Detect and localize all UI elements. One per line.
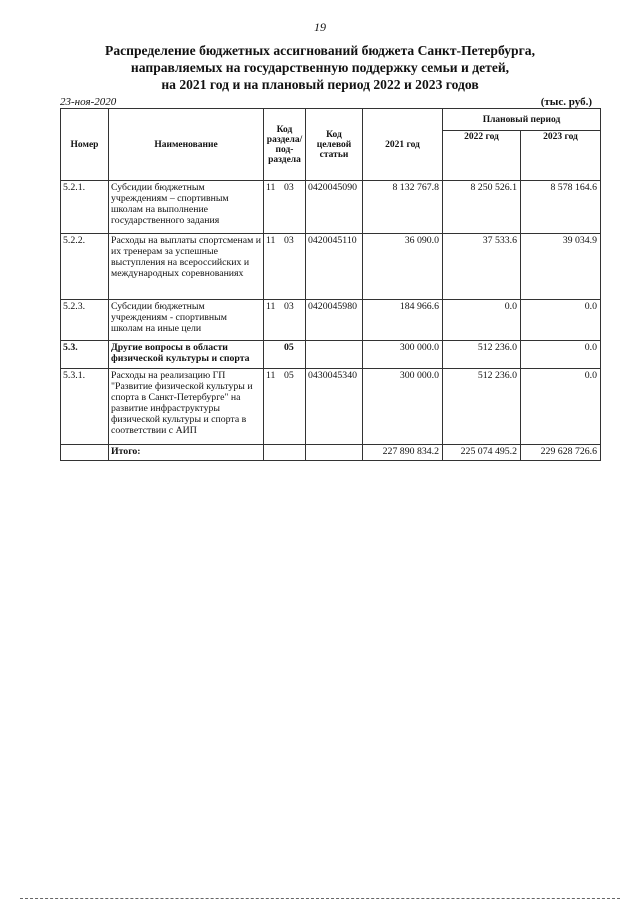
row-target-code: 0420045110 [306,234,363,300]
row-section-code [264,181,306,234]
subsection: 03 [284,301,294,312]
row-section-code [264,234,306,300]
total-row [61,445,601,461]
table-row [61,234,601,300]
row-2021: 184 966.6 [363,300,443,341]
row-target-code: 0420045090 [306,181,363,234]
row-number: 5.2.2. [61,234,109,300]
section: 11 [266,301,276,312]
row-2022: 8 250 526.1 [443,181,521,234]
total-2022: 225 074 495.2 [443,445,521,461]
total-section-cell [264,445,306,461]
document-date: 23-ноя-2020 [60,96,117,108]
row-name: Субсидии бюджетным учреждениям – спортивным школам на выполнение государственного задания [109,181,264,234]
row-number: 5.3.1. [61,369,109,445]
row-target-code: 0430045340 [306,369,363,445]
header-number: Номер [61,109,109,181]
row-2021: 300 000.0 [363,341,443,369]
row-name: Расходы на реализацию ГП "Развитие физической культуры и спорта в Санкт-Петербурге" на развитие инфраструктуры физической культуры и спорта в соответствии с АИП [109,369,264,445]
total-2021: 227 890 834.2 [363,445,443,461]
row-2021: 300 000.0 [363,369,443,445]
row-number: 5.3. [61,341,109,369]
header-year-2022: 2022 год [443,131,521,181]
row-name: Субсидии бюджетным учреждениям - спортивным школам на иные цели [109,300,264,341]
header-section-code: Код раздела/ под- раздела [264,109,306,181]
table-row [61,369,601,445]
section: 11 [266,235,276,246]
subsection: 05 [284,342,294,353]
row-2023: 0.0 [521,369,601,445]
title-line-2: направляемых на государственную поддержку семьи и детей, [130,60,510,75]
subsection: 05 [284,370,294,381]
row-2023: 0.0 [521,300,601,341]
title-line-1: Распределение бюджетных ассигнований бюджета Санкт-Петербурга, [105,43,535,58]
row-section-code [264,369,306,445]
header-year-2023: 2023 год [521,131,601,181]
subsection: 03 [284,182,294,193]
header-target-code: Код целевой статьи [306,109,363,181]
document-title [40,42,600,93]
title-line-3: на 2021 год и на плановый период 2022 и 2023 годов [161,77,479,92]
table-row [61,341,601,369]
row-2022: 0.0 [443,300,521,341]
section: 11 [266,182,276,193]
row-number: 5.2.3. [61,300,109,341]
row-target-code: 0420045980 [306,300,363,341]
row-number: 5.2.1. [61,181,109,234]
total-2023: 229 628 726.6 [521,445,601,461]
header-year-2021: 2021 год [363,109,443,181]
row-2023: 8 578 164.6 [521,181,601,234]
table-row [61,181,601,234]
row-2022: 512 236.0 [443,369,521,445]
row-name: Расходы на выплаты спортсменам и их тренерам за успешные выступления на всероссийских и международных соревнованиях [109,234,264,300]
bottom-divider [20,898,620,899]
header-planned-period: Плановый период [443,109,601,131]
row-2023: 0.0 [521,341,601,369]
row-2023: 39 034.9 [521,234,601,300]
table-row [61,300,601,341]
row-2021: 36 090.0 [363,234,443,300]
header-name: Наименование [109,109,264,181]
total-label: Итого: [109,445,264,461]
budget-table [60,108,601,461]
total-number-cell [61,445,109,461]
row-section-code [264,341,306,369]
row-section-code [264,300,306,341]
row-2021: 8 132 767.8 [363,181,443,234]
row-target-code [306,341,363,369]
row-2022: 37 533.6 [443,234,521,300]
row-2022: 512 236.0 [443,341,521,369]
row-name: Другие вопросы в области физической культуры и спорта [109,341,264,369]
section: 11 [266,370,276,381]
subsection: 03 [284,235,294,246]
units-label: (тыс. руб.) [540,96,592,108]
total-target-cell [306,445,363,461]
page-number: 19 [314,20,326,34]
